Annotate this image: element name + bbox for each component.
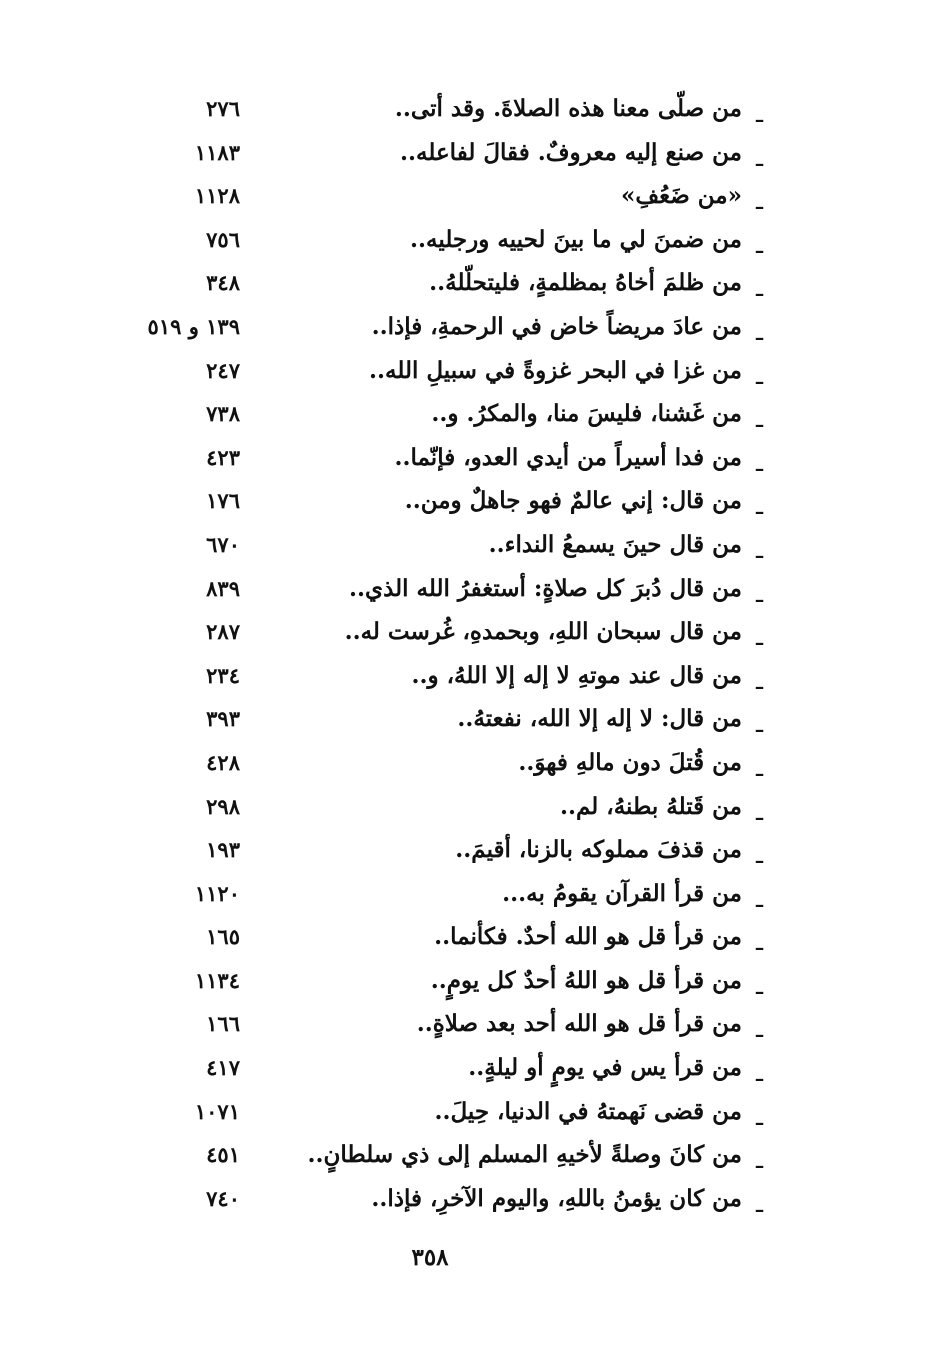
index-entry bbox=[0, 698, 940, 742]
entry-text: من قرأ قل هو اللهُ أحدٌ كل يومٍ.. bbox=[430, 966, 742, 994]
entry-reference: ٣٤٨ bbox=[206, 270, 240, 296]
entry-text: من عادَ مريضاً خاض في الرحمةِ، فإذا.. bbox=[371, 312, 742, 340]
entry-reference: ٤٥١ bbox=[206, 1142, 240, 1168]
entry-dash: ـ bbox=[756, 884, 764, 913]
entry-reference: ١١٨٣ bbox=[194, 139, 240, 165]
entry-text: من قرأ يس في يومٍ أو ليلةٍ.. bbox=[468, 1054, 742, 1082]
entry-text: من قَتلهُ بطنهُ، لم.. bbox=[559, 792, 742, 820]
index-entry bbox=[0, 960, 940, 1004]
entry-dash: ـ bbox=[756, 1146, 764, 1175]
entry-dash: ـ bbox=[756, 405, 764, 434]
entry-text: من غزا في البحر غزوةً في سبيلِ الله.. bbox=[369, 356, 742, 384]
entry-reference: ٦٧٠ bbox=[206, 531, 240, 557]
index-entry bbox=[0, 306, 940, 350]
index-entry bbox=[0, 132, 940, 176]
entry-dash: ـ bbox=[756, 841, 764, 870]
index-entry bbox=[0, 568, 940, 612]
index-entry bbox=[0, 655, 940, 699]
index-entry bbox=[0, 611, 940, 655]
entry-reference: ١٧٦ bbox=[206, 488, 240, 514]
index-entry bbox=[0, 175, 940, 219]
entry-dash: ـ bbox=[756, 1015, 764, 1044]
entry-reference: ١٣٩ و ٥١٩ bbox=[147, 313, 240, 339]
entry-text: من قال سبحان اللهِ، وبحمدهِ، غُرست له.. bbox=[344, 618, 742, 646]
entry-text: من ضمنَ لي ما بينَ لحييه ورجليه.. bbox=[410, 225, 742, 253]
entry-dash: ـ bbox=[756, 1189, 764, 1218]
entry-reference: ٢٩٨ bbox=[206, 793, 240, 819]
entry-dash: ـ bbox=[756, 317, 764, 346]
entry-dash: ـ bbox=[756, 230, 764, 259]
index-entry bbox=[0, 829, 940, 873]
entry-text: من فدا أسيراً من أيدي العدو، فإنّما.. bbox=[394, 443, 742, 471]
entry-text: من قذفَ مملوكه بالزنا، أقيمَ.. bbox=[455, 836, 742, 864]
entry-text: من قرأ قل هو الله أحدٌ. فكأنما.. bbox=[434, 923, 742, 951]
entry-reference: ٢٧٦ bbox=[206, 96, 240, 121]
entry-text: من قال: لا إله إلا الله، نفعتهُ.. bbox=[457, 705, 742, 733]
entry-text: من قال عند موتهِ لا إله إلا اللهُ، و.. bbox=[411, 661, 742, 689]
entry-reference: ١٩٣ bbox=[206, 837, 240, 863]
entry-reference: ٢٣٤ bbox=[206, 662, 240, 688]
index-entry bbox=[0, 786, 940, 830]
entry-dash: ـ bbox=[756, 579, 764, 608]
entry-reference: ٢٤٧ bbox=[206, 357, 240, 383]
entry-dash: ـ bbox=[756, 971, 764, 1000]
entry-text: من قال: إني عالمٌ فهو جاهلٌ ومن.. bbox=[404, 487, 742, 515]
entry-reference: ٧٤٠ bbox=[206, 1185, 240, 1211]
entry-text: من قال حينَ يسمعُ النداء.. bbox=[488, 530, 742, 558]
index-entry bbox=[0, 1047, 940, 1091]
entry-reference: ٧٥٦ bbox=[206, 226, 240, 252]
entry-text: من ظلمَ أخاهُ بمظلمةٍ، فليتحلّلهُ.. bbox=[429, 269, 742, 297]
entry-text: «من ضَعُفِ» bbox=[620, 182, 742, 210]
entry-text: من صلّى معنا هذه الصلاةَ. وقد أتى.. bbox=[394, 95, 742, 122]
entry-text: من قضى نَهمتهُ في الدنيا، حِيلَ.. bbox=[434, 1097, 742, 1125]
entry-dash: ـ bbox=[756, 100, 764, 128]
index-entry bbox=[0, 524, 940, 568]
entry-reference: ٣٩٣ bbox=[206, 706, 240, 732]
entry-dash: ـ bbox=[756, 623, 764, 652]
entry-dash: ـ bbox=[756, 143, 764, 172]
entry-text: من كان يؤمنُ باللهِ، واليوم الآخرِ، فإذا.. bbox=[371, 1184, 742, 1212]
entry-reference: ٨٣٩ bbox=[206, 575, 240, 601]
index-entry bbox=[0, 1091, 940, 1135]
entry-text: من قرأ القرآن يقومُ به... bbox=[502, 879, 742, 907]
entry-reference: ١٠٧١ bbox=[194, 1098, 240, 1124]
entry-dash: ـ bbox=[756, 710, 764, 739]
entry-dash: ـ bbox=[756, 274, 764, 303]
page-number: ٣٥٨ bbox=[411, 1244, 449, 1271]
entry-reference: ١٦٦ bbox=[206, 1011, 240, 1037]
entry-dash: ـ bbox=[756, 1102, 764, 1131]
index-entry bbox=[0, 873, 940, 917]
index-entry bbox=[0, 1178, 940, 1222]
index-entry bbox=[0, 1134, 940, 1178]
entry-dash: ـ bbox=[756, 187, 764, 216]
entry-text: من قال دُبرَ كل صلاةٍ: أستغفرُ الله الذي.. bbox=[349, 574, 742, 602]
entry-reference: ٤٢٨ bbox=[206, 749, 240, 775]
index-entry bbox=[0, 1003, 940, 1047]
entry-dash: ـ bbox=[756, 492, 764, 521]
index-entry bbox=[0, 916, 940, 960]
index-entry bbox=[0, 437, 940, 481]
index-entry bbox=[0, 480, 940, 524]
entry-reference: ٧٣٨ bbox=[206, 401, 240, 427]
entry-dash: ـ bbox=[756, 361, 764, 390]
entry-text: من غَشنا، فليسَ منا، والمكرُ. و.. bbox=[431, 400, 742, 428]
entry-text: من كانَ وصلةً لأخيهِ المسلم إلى ذي سلطانٍ.. bbox=[307, 1141, 742, 1169]
entry-reference: ٢٨٧ bbox=[206, 619, 240, 645]
entry-reference: ١١٢٨ bbox=[194, 183, 240, 209]
index-entry bbox=[0, 742, 940, 786]
entry-dash: ـ bbox=[756, 535, 764, 564]
index-entry bbox=[0, 262, 940, 306]
index-entry bbox=[0, 393, 940, 437]
entry-dash: ـ bbox=[756, 666, 764, 695]
entry-dash: ـ bbox=[756, 1059, 764, 1088]
entry-reference: ٤٢٣ bbox=[206, 444, 240, 470]
entry-dash: ـ bbox=[756, 448, 764, 477]
entry-text: من صنع إليه معروفٌ. فقالَ لفاعله.. bbox=[400, 138, 742, 166]
entry-reference: ٤١٧ bbox=[206, 1055, 240, 1081]
index-entry bbox=[0, 350, 940, 394]
index-entry bbox=[0, 219, 940, 263]
entry-reference: ١١٣٤ bbox=[194, 967, 240, 993]
index-list bbox=[0, 88, 940, 1221]
entry-dash: ـ bbox=[756, 753, 764, 782]
entry-text: من قُتلَ دون مالهِ فهوَ.. bbox=[518, 748, 742, 776]
entry-dash: ـ bbox=[756, 928, 764, 957]
entry-text: من قرأ قل هو الله أحد بعد صلاةٍ.. bbox=[416, 1010, 742, 1038]
entry-reference: ١٦٥ bbox=[206, 924, 240, 950]
entry-reference: ١١٢٠ bbox=[194, 880, 240, 906]
index-entry bbox=[0, 88, 940, 132]
entry-dash: ـ bbox=[756, 797, 764, 826]
